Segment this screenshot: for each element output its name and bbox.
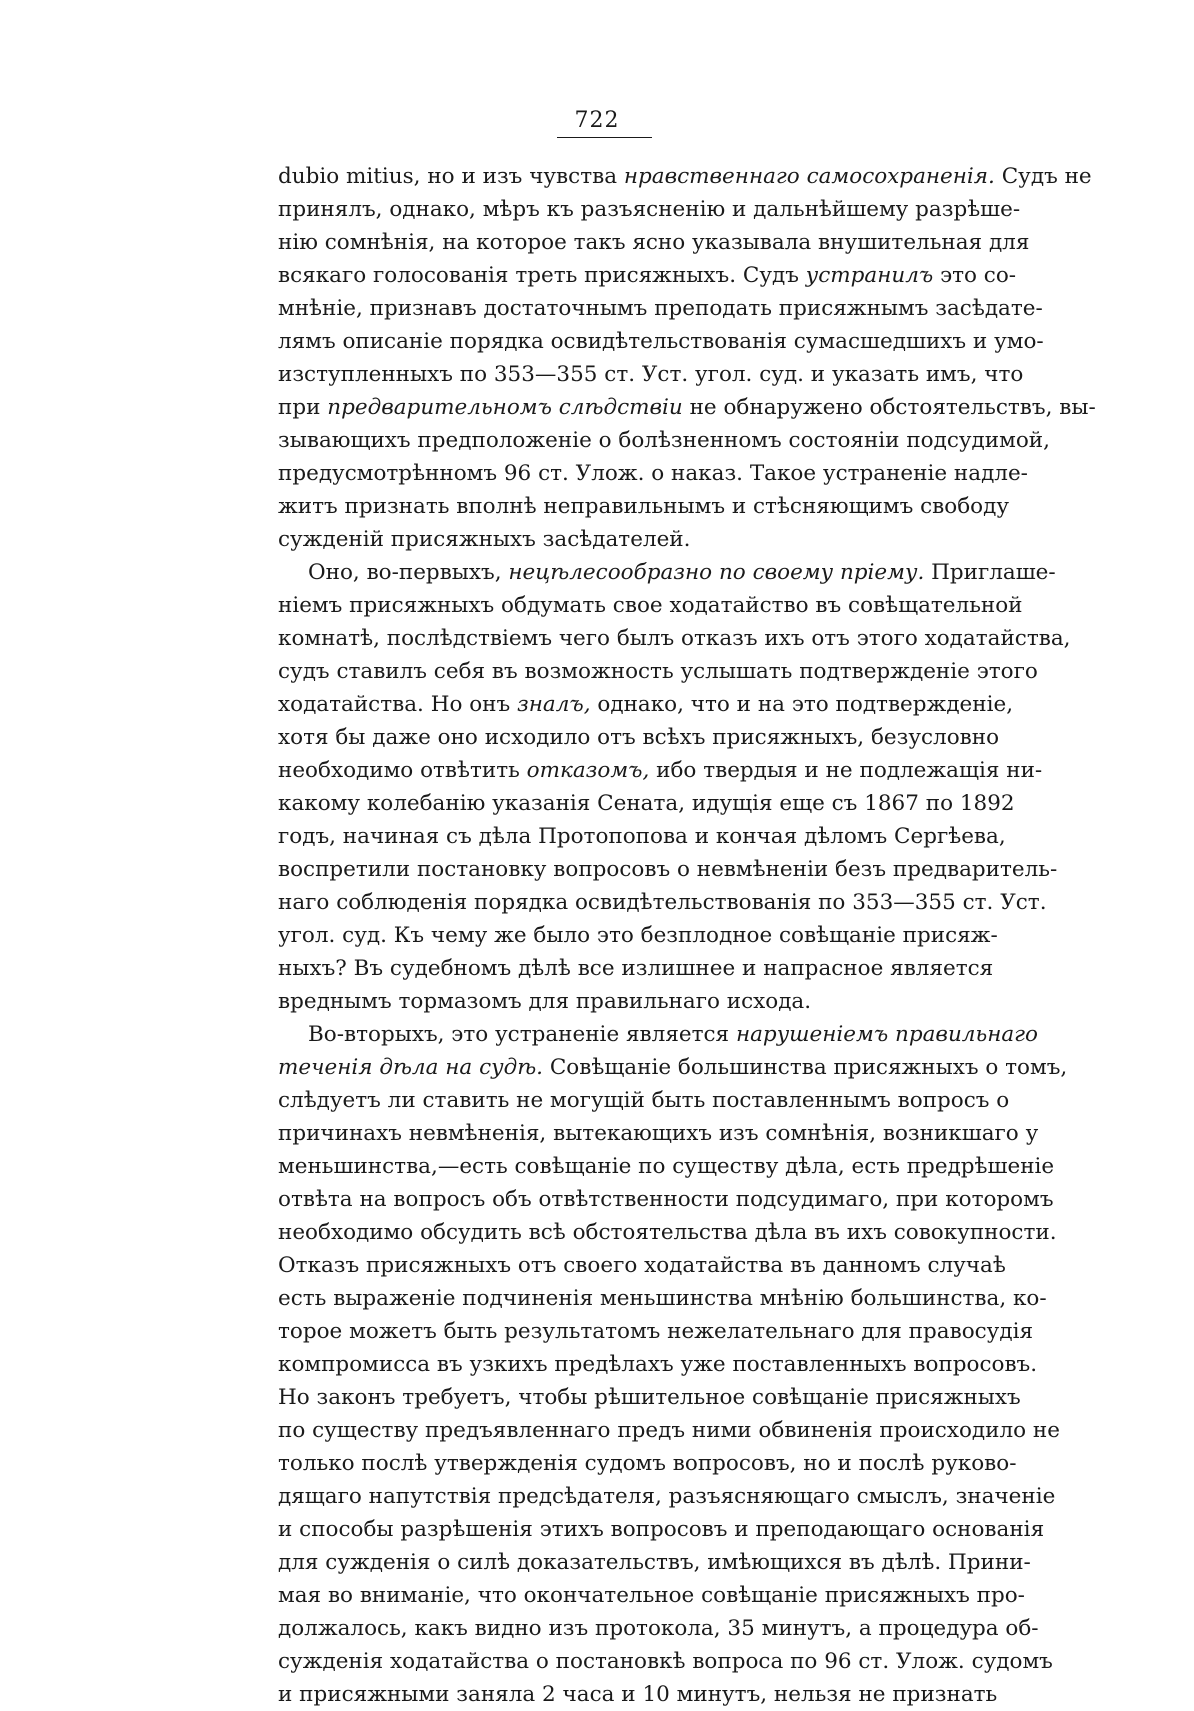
text-run: должалось, какъ видно изъ протокола, 35 минутъ, а процедура об- (278, 1616, 1039, 1641)
text-line (278, 754, 1043, 787)
text-run: ходатайства. Но онъ (278, 692, 518, 717)
text-run: принялъ, однако, мѣръ къ разъясненію и дальнѣйшему разрѣше- (278, 197, 1021, 222)
italic-text: предварительномъ слѣдствіи (327, 395, 683, 420)
text-run: слѣдуетъ ли ставить не могущій быть поставленнымъ вопросъ о (278, 1088, 1010, 1113)
text-line (278, 1678, 998, 1711)
text-line (278, 1480, 1056, 1513)
text-line (278, 1381, 1021, 1414)
text-line (278, 391, 1096, 424)
text-run: меньшинства,—есть совѣщаніе по существу дѣла, есть предрѣшеніе (278, 1154, 1055, 1179)
text-run: Во-вторыхъ, это устраненіе является (308, 1022, 736, 1047)
text-line (278, 1117, 1039, 1150)
text-run: Совѣщаніе большинства присяжныхъ о томъ, (543, 1055, 1068, 1080)
text-line (278, 1018, 1038, 1051)
text-run: воспретили постановку вопросовъ о невмѣненіи безъ предваритель- (278, 857, 1058, 882)
text-line (278, 655, 1038, 688)
text-line (278, 1447, 1017, 1480)
text-line (278, 820, 1006, 853)
text-line (278, 1513, 1045, 1546)
text-line (278, 1084, 1010, 1117)
text-run: Оно, во-первыхъ, (308, 560, 509, 585)
text-run: мая во вниманіе, что окончательное совѣщаніе присяжныхъ про- (278, 1583, 1025, 1608)
text-line (278, 1315, 1034, 1348)
text-run: dubio mitius, но и изъ чувства (278, 164, 624, 189)
text-run: нію сомнѣнія, на которое такъ ясно указывала внушительная для (278, 230, 1030, 255)
text-run: сужденій присяжныхъ засѣдателей. (278, 527, 691, 552)
text-line (278, 259, 1017, 292)
text-run: лямъ описаніе порядка освидѣтельствованія сумасшедшихъ и умо- (278, 329, 1044, 354)
text-line (278, 952, 994, 985)
italic-text: отказомъ, (526, 758, 650, 783)
text-line (278, 1150, 1055, 1183)
italic-text: зналъ, (517, 692, 591, 717)
page-number-rule (557, 137, 652, 138)
text-line (278, 1645, 1053, 1678)
paragraph (278, 160, 1096, 556)
text-run: изступленныхъ по 353—355 ст. Уст. угол. суд. и указать имъ, что (278, 362, 1024, 387)
text-run: ибо твердыя и не подлежащія ни- (649, 758, 1043, 783)
text-line (278, 325, 1044, 358)
text-run: житъ признать вполнѣ неправильнымъ и стѣсняющимъ свободу (278, 494, 1009, 519)
text-line (278, 1183, 1054, 1216)
text-run: компромисса въ узкихъ предѣлахъ уже поставленныхъ вопросовъ. (278, 1352, 1038, 1377)
text-run: Судъ не (994, 164, 1092, 189)
text-line (278, 721, 1000, 754)
text-line (278, 1216, 1057, 1249)
text-line (278, 787, 1015, 820)
text-run: и способы разрѣшенія этихъ вопросовъ и преподающаго основанія (278, 1517, 1045, 1542)
text-run: наго соблюденія порядка освидѣтельствованія по 353—355 ст. Уст. (278, 890, 1047, 915)
text-run: зывающихъ предположеніе о болѣзненномъ состояніи подсудимой, (278, 428, 1050, 453)
text-line (278, 556, 1056, 589)
text-run: необходимо отвѣтить (278, 758, 527, 783)
text-line (278, 886, 1047, 919)
text-line (278, 589, 1023, 622)
text-run: и присяжными заняла 2 часа и 10 минутъ, нельзя не признать (278, 1682, 998, 1707)
text-line (278, 688, 1014, 721)
text-line (278, 1546, 1031, 1579)
text-run: причинахъ невмѣненія, вытекающихъ изъ сомнѣнія, возникшаго у (278, 1121, 1039, 1146)
italic-text: нравственнаго самосохраненія. (623, 164, 995, 189)
text-run: какому колебанію указанія Сената, идущія еще съ 1867 по 1892 (278, 791, 1015, 816)
body-text (278, 160, 1096, 1711)
text-line (278, 457, 1028, 490)
italic-text: устранилъ (805, 263, 934, 288)
text-run: предусмотрѣнномъ 96 ст. Улож. о наказ. Такое устраненіе надле- (278, 461, 1028, 486)
text-line (278, 523, 938, 556)
text-run: судъ ставилъ себя въ возможность услышать подтвержденіе этого (278, 659, 1038, 684)
text-run: Но законъ требуетъ, чтобы рѣшительное совѣщаніе присяжныхъ (278, 1385, 1021, 1410)
text-line (278, 358, 1024, 391)
text-run: мнѣніе, признавъ достаточнымъ преподать присяжнымъ засѣдате- (278, 296, 1043, 321)
text-run: торое можетъ быть результатомъ нежелательнаго для правосудія (278, 1319, 1034, 1344)
text-run: по существу предъявленнаго предъ ними обвиненія происходило не (278, 1418, 1060, 1443)
text-run: есть выраженіе подчиненія меньшинства мнѣнію большинства, ко- (278, 1286, 1047, 1311)
text-run: ніемъ присяжныхъ обдумать свое ходатайство въ совѣщательной (278, 593, 1023, 618)
italic-text: нарушеніемъ правильнаго (735, 1022, 1038, 1047)
text-run: это со- (933, 263, 1017, 288)
text-run: годъ, начиная съ дѣла Протопопова и кончая дѣломъ Сергѣева, (278, 824, 1006, 849)
text-run: ныхъ? Въ судебномъ дѣлѣ все излишнее и напрасное является (278, 956, 994, 981)
text-run: всякаго голосованія треть присяжныхъ. Судъ (278, 263, 806, 288)
text-line (278, 1579, 1025, 1612)
text-line (278, 1249, 1006, 1282)
paragraph (278, 556, 1071, 1018)
text-run: Приглаше- (924, 560, 1056, 585)
text-run: дящаго напутствія предсѣдателя, разъясняющаго смыслъ, значеніе (278, 1484, 1056, 1509)
text-run: только послѣ утвержденія судомъ вопросовъ, но и послѣ руково- (278, 1451, 1017, 1476)
italic-text: теченія дѣла на судѣ. (278, 1055, 544, 1080)
text-run: отвѣта на вопросъ объ отвѣтственности подсудимаго, при которомъ (278, 1187, 1054, 1212)
text-line (278, 1348, 1038, 1381)
text-line (278, 226, 1030, 259)
text-line (278, 1051, 1068, 1084)
text-run: хотя бы даже оно исходило отъ всѣхъ присяжныхъ, безусловно (278, 725, 1000, 750)
page-number: 722 (574, 108, 620, 133)
text-run: Отказъ присяжныхъ отъ своего ходатайства въ данномъ случаѣ (278, 1253, 1006, 1278)
text-line (278, 622, 1071, 655)
text-line (278, 985, 938, 1018)
text-line (278, 292, 1043, 325)
text-line (278, 424, 1050, 457)
text-run: вреднымъ тормазомъ для правильнаго исхода. (278, 989, 812, 1014)
text-line (278, 853, 1058, 886)
text-run: не обнаружено обстоятельствъ, вы- (682, 395, 1096, 420)
text-run: однако, что и на это подтвержденіе, (590, 692, 1014, 717)
text-run: для сужденія о силѣ доказательствъ, имѣющихся въ дѣлѣ. Прини- (278, 1550, 1031, 1575)
text-line (278, 193, 1021, 226)
text-line (278, 1282, 1047, 1315)
paragraph (278, 1018, 1068, 1711)
text-run: угол. суд. Къ чему же было это безплодное совѣщаніе присяж- (278, 923, 998, 948)
text-line (278, 160, 1092, 193)
italic-text: нецѣлесообразно по своему пріему. (508, 560, 925, 585)
text-run: при (278, 395, 328, 420)
text-line (278, 490, 1009, 523)
text-line (278, 919, 998, 952)
text-run: сужденія ходатайства о постановкѣ вопроса по 96 ст. Улож. судомъ (278, 1649, 1053, 1674)
text-line (278, 1612, 1039, 1645)
text-run: необходимо обсудить всѣ обстоятельства дѣла въ ихъ совокупности. (278, 1220, 1057, 1245)
text-run: комнатѣ, послѣдствіемъ чего былъ отказъ ихъ отъ этого ходатайства, (278, 626, 1071, 651)
text-line (278, 1414, 1060, 1447)
